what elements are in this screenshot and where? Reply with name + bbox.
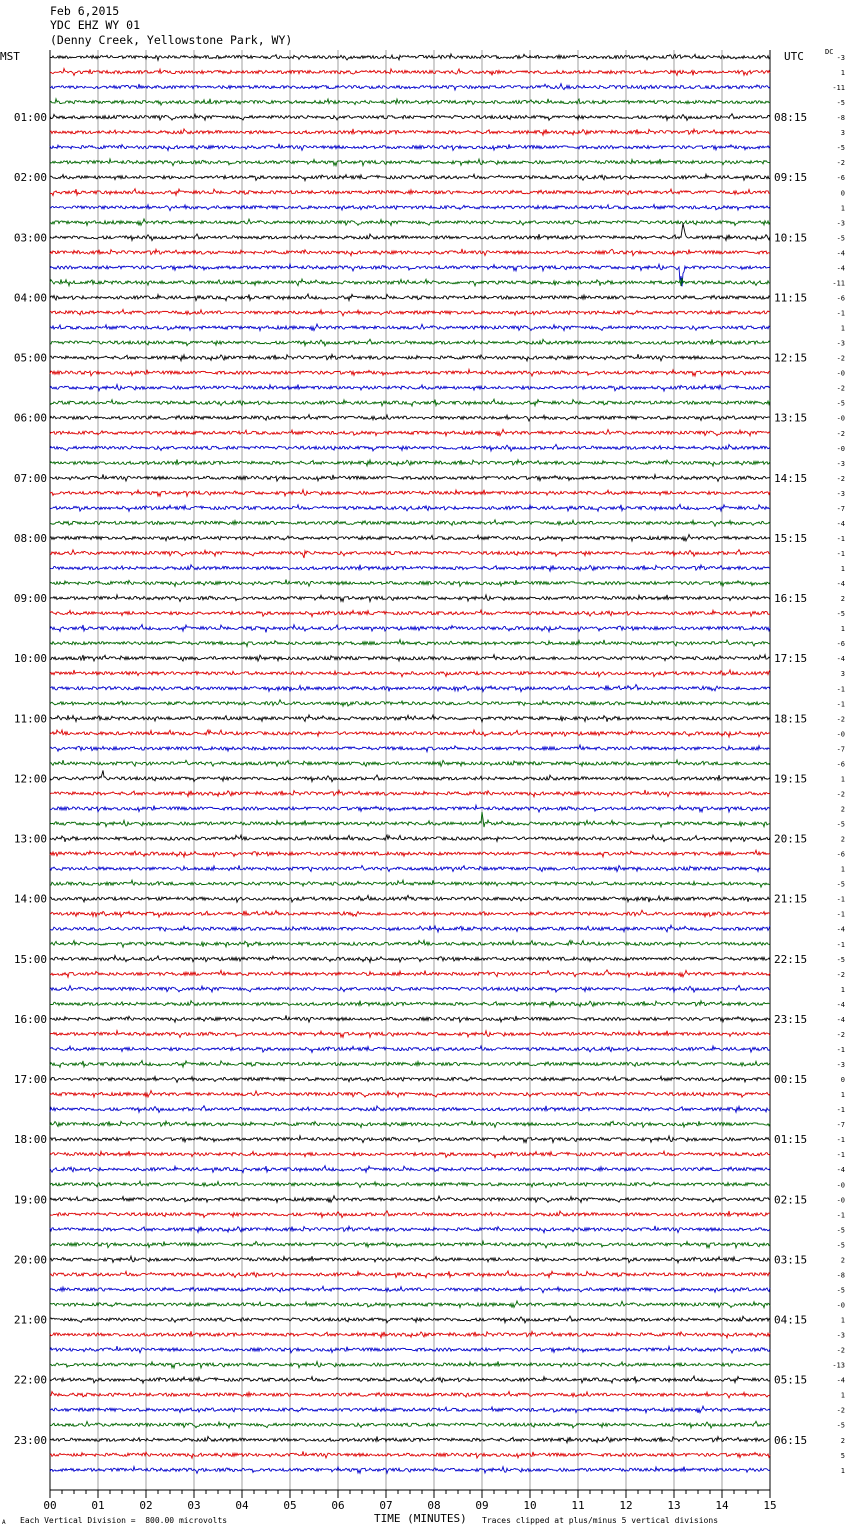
- trace-row-29: [50, 490, 770, 497]
- dc-offset-value: -1: [836, 1151, 845, 1160]
- trace-row-69: [50, 1091, 770, 1098]
- trace-row-81: [50, 1271, 770, 1278]
- right-hour-label: 20:15: [774, 832, 808, 846]
- dc-offset-value: -11: [832, 84, 845, 93]
- dc-offset-labels: [832, 54, 845, 1475]
- trace-row-77: [50, 1211, 770, 1218]
- trace-row-22: [50, 385, 770, 392]
- x-tick-label: 09: [475, 1499, 489, 1512]
- dc-offset-value: -0: [836, 414, 845, 423]
- trace-row-66: [50, 1046, 770, 1052]
- x-tick-label: 08: [427, 1499, 441, 1512]
- left-hour-label: 18:00: [13, 1133, 47, 1147]
- dc-offset-value: -2: [836, 474, 845, 483]
- left-hour-label: 11:00: [13, 712, 47, 726]
- x-tick-label: 13: [667, 1499, 681, 1512]
- trace-row-58: [50, 925, 770, 932]
- dc-offset-value: -5: [836, 1226, 845, 1235]
- right-hour-label: 09:15: [774, 171, 808, 185]
- trace-row-36: [50, 595, 770, 602]
- right-hour-label: 01:15: [774, 1133, 808, 1147]
- x-tick-label: 10: [523, 1499, 537, 1512]
- x-tick-label: 07: [379, 1499, 393, 1512]
- left-hour-label: 01:00: [13, 111, 47, 125]
- trace-row-55: [50, 880, 770, 887]
- dc-offset-value: -5: [836, 99, 845, 108]
- dc-offset-value: 1: [840, 204, 845, 213]
- dc-offset-value: -1: [836, 910, 845, 919]
- dc-offset-value: 0: [840, 1076, 845, 1085]
- right-hour-label: 11:15: [774, 291, 808, 305]
- trace-row-44: [50, 715, 770, 722]
- dc-offset-value: -1: [836, 1211, 845, 1220]
- right-hour-label: 18:15: [774, 712, 808, 726]
- trace-row-0: [50, 54, 770, 60]
- dc-offset-value: -4: [836, 1015, 845, 1024]
- dc-offset-value: -5: [836, 1421, 845, 1430]
- dc-offset-value: -5: [836, 1286, 845, 1295]
- dc-offset-value: -5: [836, 955, 845, 964]
- left-hour-label: 09:00: [13, 592, 47, 606]
- dc-offset-value: 1: [840, 1316, 845, 1325]
- dc-offset-value: 2: [840, 835, 845, 844]
- dc-offset-value: 2: [840, 805, 845, 814]
- dc-offset-value: -3: [836, 1331, 845, 1340]
- dc-offset-value: -6: [836, 850, 845, 859]
- trace-row-40: [50, 655, 770, 661]
- left-hour-label: 13:00: [13, 832, 47, 846]
- left-hour-label: 06:00: [13, 411, 47, 425]
- right-hour-label: 22:15: [774, 952, 808, 966]
- trace-row-62: [50, 986, 770, 993]
- x-axis-title: TIME (MINUTES): [374, 1512, 467, 1525]
- trace-row-26: [50, 444, 770, 451]
- right-hour-label: 17:15: [774, 652, 808, 666]
- dc-offset-value: 1: [840, 625, 845, 634]
- trace-row-8: [50, 174, 770, 180]
- trace-row-78: [50, 1226, 770, 1233]
- trace-row-30: [50, 504, 770, 511]
- trace-row-19: [50, 339, 770, 346]
- dc-offset-value: -0: [836, 1301, 845, 1310]
- dc-offset-value: -7: [836, 1121, 845, 1130]
- trace-row-61: [50, 970, 770, 977]
- vertical-scale-note: Each Vertical Division = 800.00 microvolts: [20, 1516, 228, 1525]
- trace-row-82: [50, 1286, 770, 1292]
- dc-offset-value: -3: [836, 459, 845, 468]
- trace-row-25: [50, 429, 770, 436]
- left-hour-label: 14:00: [13, 892, 47, 906]
- dc-offset-value: -3: [836, 54, 845, 62]
- left-hour-label: 16:00: [13, 1012, 47, 1026]
- left-hour-label: 10:00: [13, 652, 47, 666]
- right-hour-label: 06:15: [774, 1433, 808, 1447]
- dc-offset-value: 1: [840, 775, 845, 784]
- trace-row-59: [50, 940, 770, 947]
- dc-offset-value: -1: [836, 534, 845, 543]
- trace-row-91: [50, 1421, 770, 1428]
- dc-offset-value: -3: [836, 489, 845, 498]
- dc-offset-value: -1: [836, 1136, 845, 1145]
- dc-offset-value: -2: [836, 1030, 845, 1039]
- dc-offset-value: 1: [840, 1091, 845, 1100]
- dc-offset-value: -5: [836, 399, 845, 408]
- x-tick-label: 02: [139, 1499, 153, 1512]
- right-hour-label: 10:15: [774, 231, 808, 245]
- dc-offset-value: -1: [836, 685, 845, 694]
- dc-offset-value: -1: [836, 700, 845, 709]
- left-hour-labels: [14, 111, 47, 1447]
- seismic-traces: [50, 54, 770, 1473]
- right-hour-label: 12:15: [774, 351, 808, 365]
- right-hour-label: 14:15: [774, 471, 808, 485]
- dc-offset-value: 1: [840, 985, 845, 994]
- trace-row-94: [50, 1467, 770, 1474]
- trace-row-84: [50, 1316, 770, 1323]
- left-hour-label: 08:00: [13, 531, 47, 545]
- dc-offset-value: 3: [840, 670, 845, 679]
- trace-row-3: [50, 99, 770, 106]
- trace-row-72: [50, 1136, 770, 1143]
- dc-offset-value: -6: [836, 174, 845, 183]
- dc-offset-value: -5: [836, 820, 845, 829]
- trace-row-92: [50, 1437, 770, 1443]
- dc-offset-value: -6: [836, 640, 845, 649]
- dc-offset-value: -2: [836, 790, 845, 799]
- trace-row-68: [50, 1076, 770, 1082]
- x-tick-label: 15: [763, 1499, 777, 1512]
- dc-offset-value: -8: [836, 114, 845, 123]
- trace-row-21: [50, 369, 770, 376]
- dc-offset-value: -2: [836, 1406, 845, 1415]
- trace-row-76: [50, 1196, 770, 1203]
- trace-row-31: [50, 520, 770, 526]
- corner-mark: A: [2, 1519, 6, 1526]
- dc-offset-value: 1: [840, 1391, 845, 1400]
- x-tick-label: 01: [91, 1499, 105, 1512]
- trace-row-87: [50, 1361, 770, 1368]
- dc-offset-value: -0: [836, 369, 845, 378]
- dc-offset-value: -0: [836, 1196, 845, 1205]
- trace-row-7: [50, 159, 770, 166]
- trace-row-34: [50, 565, 770, 571]
- dc-offset-value: -4: [836, 655, 845, 664]
- left-hour-label: 04:00: [13, 291, 47, 305]
- trace-row-28: [50, 474, 770, 481]
- right-hour-label: 13:15: [774, 411, 808, 425]
- dc-offset-value: 5: [840, 1451, 845, 1460]
- trace-row-41: [50, 670, 770, 677]
- dc-offset-value: -2: [836, 970, 845, 979]
- trace-row-35: [50, 580, 770, 587]
- right-hour-label: 03:15: [774, 1253, 808, 1267]
- right-timezone-label: UTC: [784, 50, 804, 63]
- trace-row-33: [50, 550, 770, 558]
- left-hour-label: 12:00: [13, 772, 47, 786]
- right-hour-label: 23:15: [774, 1012, 808, 1026]
- x-tick-label: 06: [331, 1499, 345, 1512]
- trace-row-18: [50, 324, 770, 331]
- dc-offset-value: -2: [836, 159, 845, 168]
- trace-row-38: [50, 625, 770, 633]
- trace-row-10: [50, 205, 770, 211]
- plot-date: Feb 6,2015: [50, 4, 120, 18]
- trace-row-4: [50, 114, 770, 121]
- trace-row-2: [50, 84, 770, 90]
- trace-row-20: [50, 354, 770, 361]
- trace-row-27: [50, 460, 770, 467]
- station-location: (Denny Creek, Yellowstone Park, WY): [50, 33, 293, 47]
- trace-row-80: [50, 1256, 770, 1263]
- dc-offset-value: 0: [840, 189, 845, 198]
- trace-row-56: [50, 895, 770, 902]
- trace-row-53: [50, 850, 770, 857]
- trace-row-50: [50, 805, 770, 812]
- dc-offset-value: -6: [836, 294, 845, 303]
- trace-row-70: [50, 1106, 770, 1113]
- dc-offset-value: -2: [836, 354, 845, 363]
- dc-offset-value: -8: [836, 1271, 845, 1280]
- left-hour-label: 23:00: [13, 1433, 47, 1447]
- left-hour-label: 17:00: [13, 1073, 47, 1087]
- dc-offset-value: -1: [836, 549, 845, 558]
- clipping-note: Traces clipped at plus/minus 5 vertical divisions: [482, 1516, 719, 1525]
- x-tick-label: 05: [283, 1499, 297, 1512]
- trace-row-32: [50, 535, 770, 542]
- dc-offset-value: -3: [836, 339, 845, 348]
- left-hour-label: 19:00: [13, 1193, 47, 1207]
- left-hour-label: 15:00: [13, 952, 47, 966]
- dc-offset-value: -11: [832, 279, 845, 288]
- dc-offset-value: -1: [836, 895, 845, 904]
- trace-row-37: [50, 610, 770, 617]
- trace-row-13: [50, 249, 770, 256]
- x-tick-label: 12: [619, 1499, 633, 1512]
- dc-offset-value: -4: [836, 1000, 845, 1009]
- dc-offset-value: -4: [836, 1166, 845, 1175]
- trace-row-60: [50, 956, 770, 963]
- left-hour-label: 05:00: [13, 351, 47, 365]
- x-tick-label: 14: [715, 1499, 729, 1512]
- trace-row-75: [50, 1181, 770, 1187]
- x-tick-label: 03: [187, 1499, 201, 1512]
- dc-offset-value: -4: [836, 249, 845, 258]
- dc-offset-value: -2: [836, 1346, 845, 1355]
- dc-offset-value: -0: [836, 1181, 845, 1190]
- dc-offset-value: 1: [840, 69, 845, 78]
- right-hour-label: 00:15: [774, 1073, 808, 1087]
- dc-offset-value: -5: [836, 144, 845, 153]
- right-hour-label: 05:15: [774, 1373, 808, 1387]
- trace-row-57: [50, 910, 770, 917]
- left-hour-label: 02:00: [13, 171, 47, 185]
- x-tick-label: 11: [571, 1499, 585, 1512]
- trace-row-51: [50, 812, 770, 827]
- trace-row-90: [50, 1406, 770, 1413]
- trace-row-48: [50, 770, 770, 781]
- dc-offset-value: -7: [836, 504, 845, 513]
- trace-row-11: [50, 219, 770, 226]
- trace-row-15: [50, 278, 770, 286]
- trace-row-39: [50, 640, 770, 647]
- trace-row-73: [50, 1151, 770, 1158]
- dc-offset-value: -4: [836, 1376, 845, 1385]
- trace-row-5: [50, 129, 770, 135]
- trace-row-74: [50, 1166, 770, 1173]
- trace-row-93: [50, 1451, 770, 1458]
- dc-offset-value: -0: [836, 730, 845, 739]
- dc-offset-value: -1: [836, 1106, 845, 1115]
- x-tick-label: 00: [43, 1499, 57, 1512]
- dc-offset-value: 1: [840, 324, 845, 333]
- left-timezone-label: MST: [0, 50, 20, 63]
- dc-offset-value: -5: [836, 1241, 845, 1250]
- trace-row-65: [50, 1031, 770, 1038]
- trace-row-23: [50, 399, 770, 406]
- dc-offset-value: -3: [836, 1061, 845, 1070]
- dc-offset-value: -13: [832, 1361, 845, 1370]
- trace-row-79: [50, 1241, 770, 1248]
- trace-row-83: [50, 1301, 770, 1308]
- right-hour-label: 15:15: [774, 531, 808, 545]
- dc-offset-value: -1: [836, 1045, 845, 1054]
- dc-offset-value: -5: [836, 880, 845, 889]
- trace-row-12: [50, 224, 770, 241]
- right-hour-label: 04:15: [774, 1313, 808, 1327]
- trace-row-49: [50, 790, 770, 797]
- trace-row-6: [50, 144, 770, 151]
- trace-row-52: [50, 835, 770, 842]
- trace-row-46: [50, 745, 770, 752]
- trace-row-85: [50, 1331, 770, 1338]
- trace-row-1: [50, 69, 770, 76]
- x-axis: [43, 1490, 776, 1512]
- left-hour-label: 07:00: [13, 471, 47, 485]
- trace-row-63: [50, 1001, 770, 1007]
- dc-offset-value: -6: [836, 760, 845, 769]
- dc-offset-value: -4: [836, 264, 845, 273]
- trace-row-24: [50, 415, 770, 421]
- trace-row-47: [50, 760, 770, 766]
- trace-row-88: [50, 1376, 770, 1383]
- trace-row-86: [50, 1346, 770, 1353]
- dc-offset-value: -4: [836, 925, 845, 934]
- trace-row-43: [50, 700, 770, 706]
- x-tick-label: 04: [235, 1499, 249, 1512]
- dc-offset-value: 2: [840, 1256, 845, 1265]
- dc-offset-value: -2: [836, 384, 845, 393]
- dc-offset-value: -0: [836, 444, 845, 453]
- dc-offset-value: -5: [836, 234, 845, 243]
- trace-row-67: [50, 1061, 770, 1068]
- dc-offset-value: -2: [836, 715, 845, 724]
- dc-offset-value: -2: [836, 429, 845, 438]
- dc-offset-value: 3: [840, 129, 845, 138]
- right-hour-label: 02:15: [774, 1193, 808, 1207]
- dc-offset-value: 2: [840, 595, 845, 604]
- trace-row-45: [50, 730, 770, 737]
- trace-row-42: [50, 685, 770, 692]
- left-hour-label: 21:00: [13, 1313, 47, 1327]
- trace-row-64: [50, 1015, 770, 1022]
- trace-row-9: [50, 189, 770, 196]
- left-hour-label: 03:00: [13, 231, 47, 245]
- dc-offset-value: -1: [836, 309, 845, 318]
- trace-row-54: [50, 865, 770, 871]
- trace-row-71: [50, 1121, 770, 1128]
- left-hour-label: 22:00: [13, 1373, 47, 1387]
- trace-row-16: [50, 294, 770, 301]
- station-code: YDC EHZ WY 01: [50, 18, 141, 32]
- dc-offset-value: -5: [836, 610, 845, 619]
- dc-offset-value: 1: [840, 1466, 845, 1475]
- dc-offset-value: 2: [840, 1436, 845, 1445]
- dc-offset-value: -4: [836, 580, 845, 589]
- dc-offset-value: 1: [840, 565, 845, 574]
- dc-offset-value: -3: [836, 219, 845, 228]
- trace-row-89: [50, 1392, 770, 1398]
- right-hour-label: 21:15: [774, 892, 808, 906]
- left-hour-label: 20:00: [13, 1253, 47, 1267]
- right-hour-label: 19:15: [774, 772, 808, 786]
- right-hour-labels: [774, 111, 807, 1447]
- dc-offset-value: 1: [840, 865, 845, 874]
- dc-offset-value: -4: [836, 519, 845, 528]
- trace-row-17: [50, 309, 770, 315]
- right-hour-label: 16:15: [774, 592, 808, 606]
- dc-offset-value: -7: [836, 745, 845, 754]
- right-hour-label: 08:15: [774, 111, 808, 125]
- dc-offset-header: DC: [825, 48, 834, 56]
- dc-offset-value: -1: [836, 940, 845, 949]
